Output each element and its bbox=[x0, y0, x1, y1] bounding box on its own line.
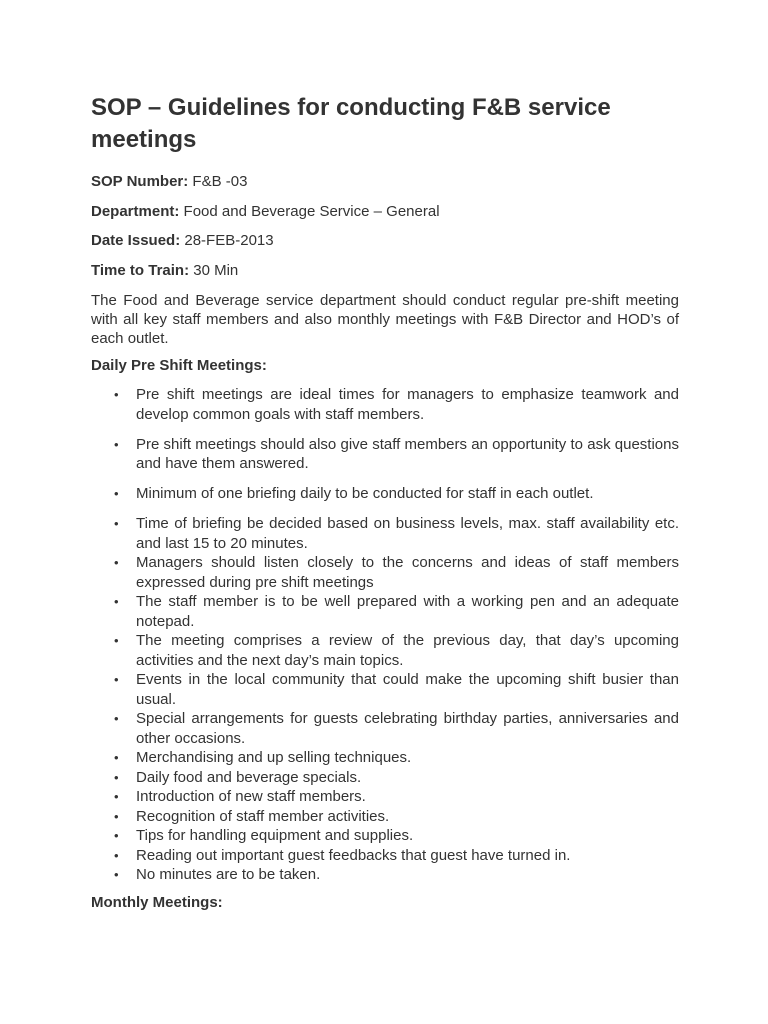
list-item bbox=[91, 826, 679, 846]
list-item bbox=[91, 385, 679, 424]
list-item-text: Reading out important guest feedbacks that guest have turned in. bbox=[136, 846, 571, 864]
daily-meetings-heading: Daily Pre Shift Meetings: bbox=[91, 357, 267, 374]
sop-number-label: SOP Number: bbox=[91, 173, 189, 190]
page-title: SOP – Guidelines for conducting F&B service meetings bbox=[91, 94, 611, 153]
list-item bbox=[91, 553, 679, 592]
list-item bbox=[91, 846, 679, 866]
list-item bbox=[91, 768, 679, 788]
list-item bbox=[91, 748, 679, 768]
list-item-text: Events in the local community that could make the upcoming shift busier than usual. bbox=[136, 671, 679, 708]
time-to-train-value: 30 Min bbox=[193, 261, 239, 279]
bullet-icon: • bbox=[114, 555, 119, 570]
list-item-text: The staff member is to be well prepared with a working pen and an adequate notepad. bbox=[136, 593, 679, 630]
sop-number-value: F&B -03 bbox=[192, 173, 248, 190]
bullet-icon: • bbox=[114, 711, 119, 726]
department-value: Food and Beverage Service – General bbox=[183, 202, 440, 220]
list-item bbox=[91, 484, 679, 504]
monthly-meetings-heading: Monthly Meetings: bbox=[91, 893, 223, 911]
list-item-text: Merchandising and up selling techniques. bbox=[136, 749, 412, 766]
list-item-text: Daily food and beverage specials. bbox=[136, 768, 362, 786]
list-item-text: Minimum of one briefing daily to be conducted for staff in each outlet. bbox=[136, 485, 594, 502]
list-item-text: Special arrangements for guests celebrating birthday parties, anniversaries and other occasions. bbox=[136, 710, 679, 747]
bullet-icon: • bbox=[114, 486, 119, 501]
list-item-text: The meeting comprises a review of the previous day, that day’s upcoming activities and the next day’s main topics. bbox=[136, 632, 679, 669]
bullet-icon: • bbox=[114, 516, 119, 531]
bullet-icon: • bbox=[114, 672, 119, 687]
list-item-text: Tips for handling equipment and supplies. bbox=[136, 827, 414, 844]
bullet-icon: • bbox=[114, 789, 119, 804]
list-item bbox=[91, 787, 679, 807]
bullet-icon: • bbox=[114, 808, 119, 824]
list-item-text: Pre shift meetings should also give staff members an opportunity to ask questions and have them answered. bbox=[136, 435, 679, 472]
list-item-text: Managers should listen closely to the concerns and ideas of staff members expressed during pre shift meetings bbox=[136, 554, 679, 591]
bullet-icon: • bbox=[114, 828, 119, 843]
time-to-train-line bbox=[91, 262, 679, 280]
document-page bbox=[91, 92, 679, 922]
intro-paragraph: The Food and Beverage service department should conduct regular pre-shift meeting with all key staff members and also monthly meetings with F&B Director and HOD’s of each outlet. bbox=[91, 292, 679, 347]
date-issued-line bbox=[91, 232, 679, 250]
date-issued-label: Date Issued: bbox=[91, 232, 181, 249]
department-line bbox=[91, 203, 679, 221]
bullet-icon: • bbox=[114, 436, 119, 452]
list-item bbox=[91, 514, 679, 553]
list-item bbox=[91, 709, 679, 748]
list-item-text: Introduction of new staff members. bbox=[136, 788, 366, 805]
list-item bbox=[91, 670, 679, 709]
list-item bbox=[91, 592, 679, 631]
department-label: Department: bbox=[91, 202, 180, 220]
list-item-text: Pre shift meetings are ideal times for managers to emphasize teamwork and develop common goals with staff members. bbox=[136, 386, 679, 423]
date-issued-value: 28-FEB-2013 bbox=[184, 232, 274, 249]
bullet-icon: • bbox=[114, 847, 119, 863]
bullet-icon: • bbox=[114, 594, 119, 609]
bullet-icon: • bbox=[114, 769, 119, 785]
bullet-icon: • bbox=[114, 750, 119, 765]
daily-meetings-list bbox=[91, 385, 679, 885]
bullet-icon: • bbox=[114, 387, 119, 402]
list-item bbox=[91, 807, 679, 827]
list-item-text: No minutes are to be taken. bbox=[136, 866, 321, 883]
time-to-train-label: Time to Train: bbox=[91, 261, 190, 279]
list-item bbox=[91, 631, 679, 670]
bullet-icon: • bbox=[114, 633, 119, 648]
bullet-icon: • bbox=[114, 867, 119, 882]
list-item-text: Time of briefing be decided based on business levels, max. staff availability etc. and last 15 to 20 minutes. bbox=[136, 515, 679, 552]
list-item-text: Recognition of staff member activities. bbox=[136, 807, 390, 825]
list-item bbox=[91, 435, 679, 474]
sop-number-line bbox=[91, 173, 679, 191]
list-item bbox=[91, 865, 679, 885]
